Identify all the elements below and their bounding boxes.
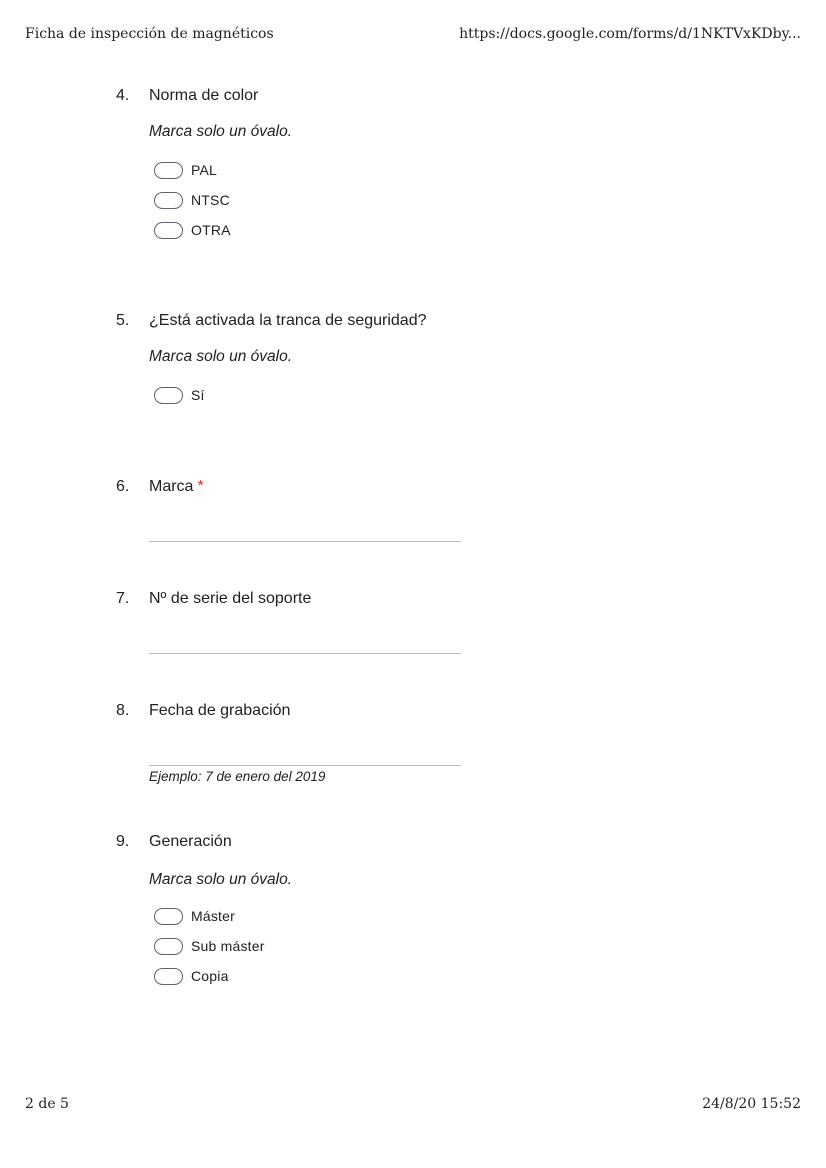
question-hint: Marca solo un óvalo.	[149, 123, 293, 140]
radio-oval[interactable]	[154, 162, 183, 179]
question-hint: Marca solo un óvalo.	[149, 871, 293, 888]
option-label: Sub máster	[191, 938, 265, 954]
question-number: 4.	[116, 87, 130, 104]
serial-number-answer-field[interactable]	[149, 653, 461, 654]
radio-group	[154, 155, 716, 245]
print-datetime: 24/8/20 15:52	[702, 1096, 801, 1112]
question-title: Marca	[149, 478, 194, 495]
page-number: 2 de 5	[25, 1096, 69, 1112]
radio-oval[interactable]	[154, 222, 183, 239]
radio-group	[154, 901, 716, 991]
question-title: ¿Está activada la tranca de seguridad?	[149, 312, 427, 329]
required-asterisk: *	[197, 478, 204, 495]
option-label: Copia	[191, 968, 229, 984]
radio-option-pal[interactable]	[154, 155, 716, 185]
radio-option-sub-master[interactable]	[154, 931, 716, 961]
document-url[interactable]: https://docs.google.com/forms/d/1NKTVxKDby...	[459, 26, 801, 42]
marca-answer-field[interactable]	[149, 541, 461, 542]
radio-oval[interactable]	[154, 387, 183, 404]
radio-option-master[interactable]	[154, 901, 716, 931]
radio-group	[154, 380, 716, 410]
question-number: 6.	[116, 478, 130, 495]
radio-oval[interactable]	[154, 968, 183, 985]
option-label: PAL	[191, 162, 218, 178]
question-title: Generación	[149, 833, 232, 850]
question-generacion	[116, 832, 716, 991]
radio-option-si[interactable]	[154, 380, 716, 410]
print-footer	[25, 1096, 801, 1112]
question-fecha-de-grabacion	[116, 701, 716, 784]
question-numero-de-serie	[116, 589, 716, 654]
option-label: Máster	[191, 908, 235, 924]
question-hint: Marca solo un óvalo.	[149, 348, 293, 365]
document-title: Ficha de inspección de magnéticos	[25, 26, 274, 42]
option-label: Sí	[191, 387, 205, 403]
radio-option-copia[interactable]	[154, 961, 716, 991]
date-example-hint: Ejemplo: 7 de enero del 2019	[149, 769, 326, 784]
question-title: Fecha de grabación	[149, 702, 291, 719]
date-answer-field[interactable]	[149, 765, 461, 766]
radio-oval[interactable]	[154, 938, 183, 955]
radio-oval[interactable]	[154, 908, 183, 925]
print-header	[25, 26, 801, 42]
radio-option-otra[interactable]	[154, 215, 716, 245]
question-number: 8.	[116, 702, 130, 719]
question-title: Norma de color	[149, 87, 259, 104]
question-number: 7.	[116, 590, 130, 607]
radio-oval[interactable]	[154, 192, 183, 209]
question-number: 5.	[116, 312, 130, 329]
question-norma-de-color	[116, 86, 716, 245]
radio-option-ntsc[interactable]	[154, 185, 716, 215]
question-tranca-de-seguridad	[116, 311, 716, 410]
question-number: 9.	[116, 833, 130, 850]
question-title: Nº de serie del soporte	[149, 590, 312, 607]
question-marca	[116, 477, 716, 542]
option-label: OTRA	[191, 222, 231, 238]
option-label: NTSC	[191, 192, 230, 208]
